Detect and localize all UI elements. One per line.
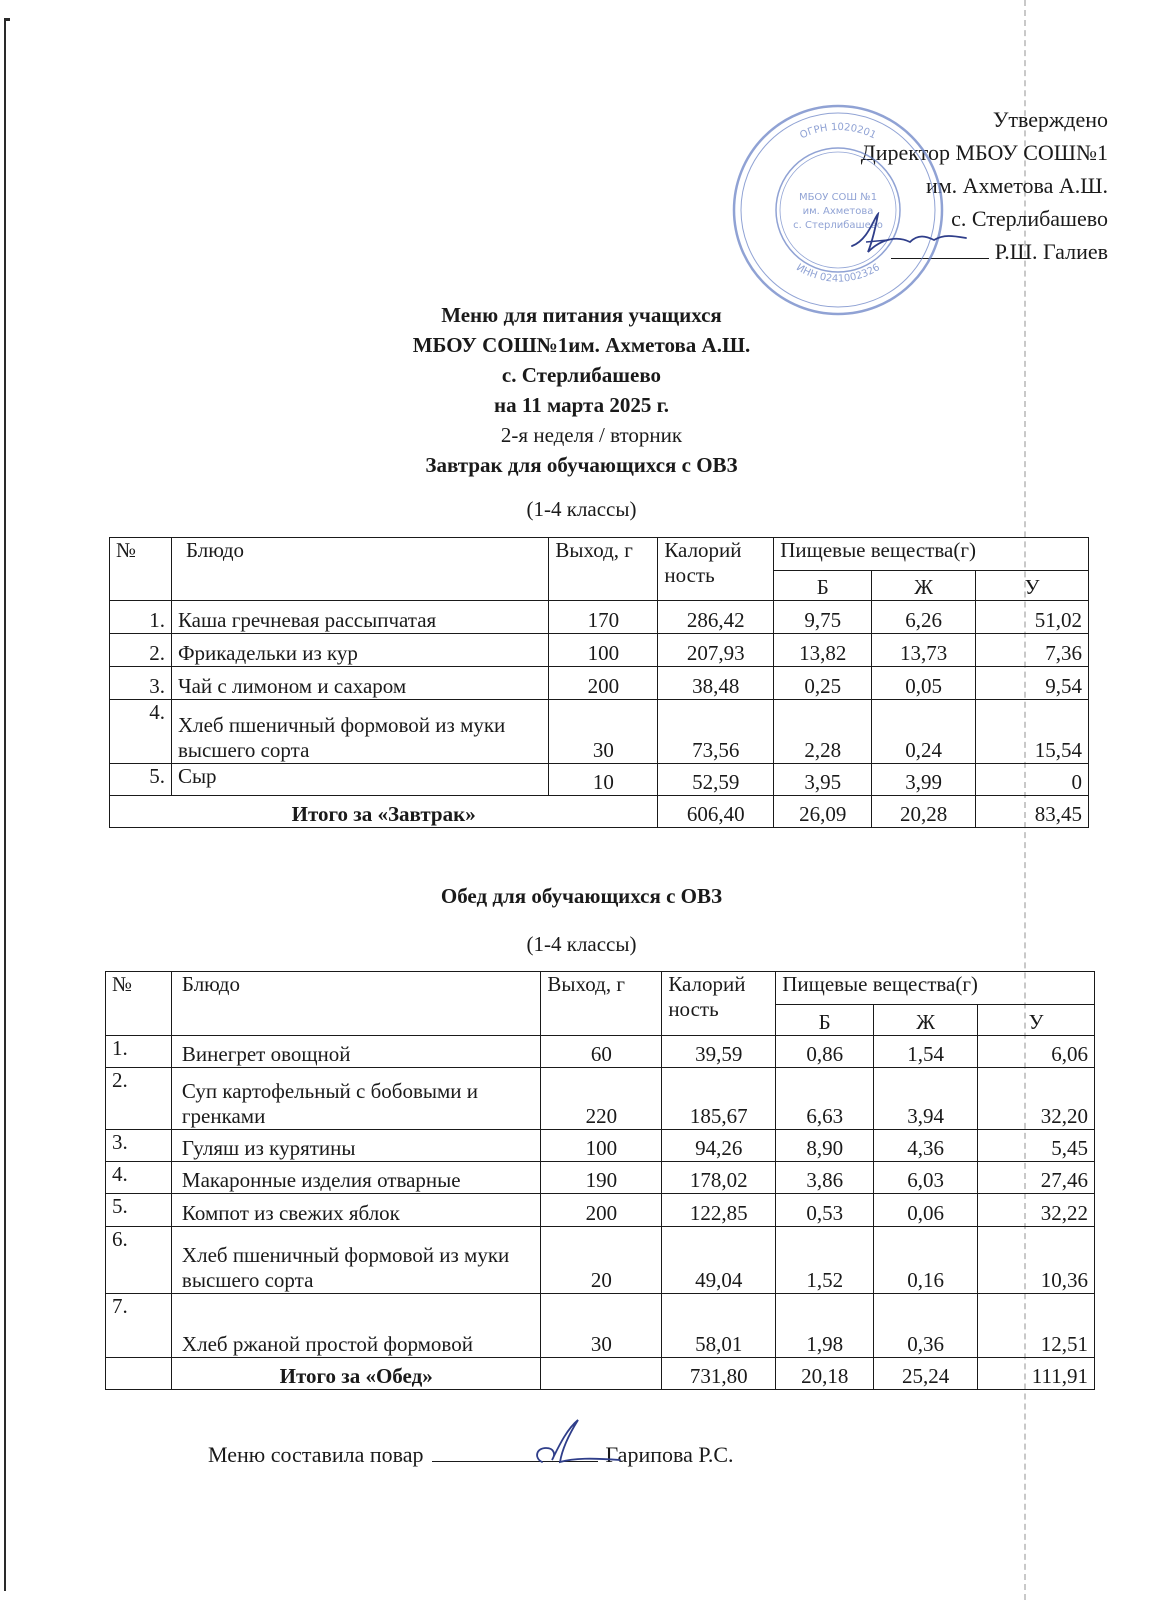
menu-heading <box>0 300 1163 480</box>
row-protein: 0,53 <box>776 1194 874 1227</box>
col-header-no: № <box>106 972 172 1036</box>
lunch-title: Обед для обучающихся с ОВЗ <box>440 884 723 908</box>
row-dish: Фрикадельки из кур <box>171 634 548 667</box>
approval-school-name: им. Ахметова А.Ш. <box>925 173 1108 198</box>
row-yield: 20 <box>541 1227 662 1294</box>
breakfast-table <box>109 537 1089 828</box>
total-carbs: 111,91 <box>978 1358 1095 1390</box>
row-carbs: 51,02 <box>976 601 1089 634</box>
svg-text:ИНН 0241002326 <box>794 262 882 285</box>
total-yield-empty <box>541 1358 662 1390</box>
row-fat: 6,03 <box>874 1162 978 1194</box>
row-fat: 0,06 <box>874 1194 978 1227</box>
table-header-row <box>106 972 1095 1005</box>
row-no: 4. <box>110 700 172 764</box>
row-kcal: 178,02 <box>662 1162 776 1194</box>
row-fat: 4,36 <box>874 1130 978 1162</box>
col-header-carbs: У <box>976 571 1089 601</box>
footer-prefix: Меню составила повар <box>208 1442 424 1467</box>
row-yield: 60 <box>541 1036 662 1068</box>
row-yield: 170 <box>549 601 658 634</box>
row-fat: 0,16 <box>874 1227 978 1294</box>
stamp-line-1: МБОУ СОШ №1 <box>798 192 878 203</box>
row-no: 3. <box>106 1130 172 1162</box>
row-no: 1. <box>110 601 172 634</box>
col-header-carbs: У <box>978 1005 1095 1036</box>
school-stamp <box>728 100 948 320</box>
table-total-row <box>110 796 1089 828</box>
menu-date: на 11 марта 2025 г. <box>494 393 669 417</box>
row-dish: Винегрет овощной <box>171 1036 541 1068</box>
approval-position: Директор МБОУ СОШ№1 <box>860 140 1108 165</box>
approval-signer: Р.Ш. Галиев <box>994 239 1108 264</box>
total-protein: 26,09 <box>774 796 872 828</box>
row-no: 7. <box>106 1294 172 1358</box>
row-protein: 1,98 <box>776 1294 874 1358</box>
row-fat: 3,99 <box>872 764 976 796</box>
stamp-ogrn: ОГРН 1020201 <box>798 121 878 142</box>
total-fat: 20,28 <box>872 796 976 828</box>
stamp-line-3: с. Стерлибашево <box>793 220 883 231</box>
total-spacer <box>106 1358 172 1390</box>
row-dish: Хлеб пшеничный формовой из муки высшего сорта <box>171 700 548 764</box>
row-dish: Сыр <box>171 764 548 796</box>
table-row <box>106 1130 1095 1162</box>
table-row <box>106 1294 1095 1358</box>
breakfast-title: Завтрак для обучающихся с ОВЗ <box>425 453 738 477</box>
row-fat: 1,54 <box>874 1036 978 1068</box>
col-header-dish: Блюдо <box>171 538 548 601</box>
col-header-yield: Выход, г <box>549 538 658 601</box>
row-no: 3. <box>110 667 172 700</box>
row-yield: 10 <box>549 764 658 796</box>
row-yield: 100 <box>549 634 658 667</box>
row-yield: 200 <box>549 667 658 700</box>
row-carbs: 32,22 <box>978 1194 1095 1227</box>
table-row <box>106 1068 1095 1130</box>
svg-text:ОГРН 1020201 <box>798 122 877 141</box>
row-kcal: 122,85 <box>662 1194 776 1227</box>
cook-name: Гарипова Р.С. <box>605 1442 734 1467</box>
menu-title: Меню для питания учащихся <box>441 303 722 327</box>
row-carbs: 6,06 <box>978 1036 1095 1068</box>
row-kcal: 49,04 <box>662 1227 776 1294</box>
row-carbs: 12,51 <box>978 1294 1095 1358</box>
row-dish: Гуляш из курятины <box>171 1130 541 1162</box>
table-row <box>110 634 1089 667</box>
village-name: с. Стерлибашево <box>501 363 662 387</box>
col-header-no: № <box>110 538 172 601</box>
row-fat: 3,94 <box>874 1068 978 1130</box>
row-protein: 3,95 <box>774 764 872 796</box>
row-yield: 30 <box>549 700 658 764</box>
table-row <box>110 700 1089 764</box>
row-fat: 0,05 <box>872 667 976 700</box>
table-header-row <box>110 538 1089 571</box>
row-no: 5. <box>106 1194 172 1227</box>
table-row <box>110 764 1089 796</box>
row-carbs: 32,20 <box>978 1068 1095 1130</box>
row-dish: Макаронные изделия отварные <box>171 1162 541 1194</box>
row-kcal: 207,93 <box>658 634 774 667</box>
table-row <box>106 1036 1095 1068</box>
table-row <box>106 1162 1095 1194</box>
row-carbs: 0 <box>976 764 1089 796</box>
row-no: 2. <box>106 1068 172 1130</box>
row-yield: 100 <box>541 1130 662 1162</box>
footer-signature <box>208 1442 734 1468</box>
table-row <box>106 1194 1095 1227</box>
stamp-line-2: им. Ахметова <box>802 206 874 217</box>
row-kcal: 39,59 <box>662 1036 776 1068</box>
row-carbs: 10,36 <box>978 1227 1095 1294</box>
row-carbs: 9,54 <box>976 667 1089 700</box>
total-protein: 20,18 <box>776 1358 874 1390</box>
col-header-protein: Б <box>776 1005 874 1036</box>
row-protein: 1,52 <box>776 1227 874 1294</box>
row-dish: Хлеб пшеничный формовой из муки высшего сорта <box>171 1227 541 1294</box>
row-protein: 0,86 <box>776 1036 874 1068</box>
table-row <box>110 667 1089 700</box>
director-signature <box>848 212 968 258</box>
row-dish: Суп картофельный с бобовыми и гренками <box>171 1068 541 1130</box>
col-header-calories: Калорий ность <box>662 972 776 1036</box>
row-kcal: 52,59 <box>658 764 774 796</box>
row-kcal: 286,42 <box>658 601 774 634</box>
scan-border <box>4 18 10 1591</box>
row-kcal: 185,67 <box>662 1068 776 1130</box>
table-total-row <box>106 1358 1095 1390</box>
table-row <box>106 1227 1095 1294</box>
row-protein: 13,82 <box>774 634 872 667</box>
row-yield: 200 <box>541 1194 662 1227</box>
row-carbs: 15,54 <box>976 700 1089 764</box>
row-protein: 3,86 <box>776 1162 874 1194</box>
total-label: Итого за «Завтрак» <box>110 796 658 828</box>
row-kcal: 38,48 <box>658 667 774 700</box>
row-kcal: 73,56 <box>658 700 774 764</box>
row-fat: 6,26 <box>872 601 976 634</box>
row-dish: Хлеб ржаной простой формовой <box>171 1294 541 1358</box>
total-fat: 25,24 <box>874 1358 978 1390</box>
row-protein: 0,25 <box>774 667 872 700</box>
col-header-protein: Б <box>774 571 872 601</box>
row-protein: 8,90 <box>776 1130 874 1162</box>
row-dish: Компот из свежих яблок <box>171 1194 541 1227</box>
row-kcal: 58,01 <box>662 1294 776 1358</box>
total-label: Итого за «Обед» <box>171 1358 541 1390</box>
total-kcal: 606,40 <box>658 796 774 828</box>
total-kcal: 731,80 <box>662 1358 776 1390</box>
col-header-nutrients: Пищевые вещества(г) <box>774 538 1089 571</box>
approval-title: Утверждено <box>992 107 1108 132</box>
row-carbs: 27,46 <box>978 1162 1095 1194</box>
row-no: 4. <box>106 1162 172 1194</box>
row-dish: Чай с лимоном и сахаром <box>171 667 548 700</box>
row-protein: 6,63 <box>776 1068 874 1130</box>
approval-village: с. Стерлибашево <box>951 206 1108 231</box>
col-header-fat: Ж <box>874 1005 978 1036</box>
lunch-subtitle: (1-4 классы) <box>526 932 637 956</box>
row-fat: 0,36 <box>874 1294 978 1358</box>
col-header-dish: Блюдо <box>171 972 541 1036</box>
col-header-calories: Калорий ность <box>658 538 774 601</box>
col-header-nutrients: Пищевые вещества(г) <box>776 972 1095 1005</box>
menu-week-day: 2-я неделя / вторник <box>500 423 683 447</box>
breakfast-subtitle: (1-4 классы) <box>526 497 637 521</box>
row-no: 1. <box>106 1036 172 1068</box>
cook-signature <box>512 1418 622 1468</box>
col-header-fat: Ж <box>872 571 976 601</box>
row-yield: 190 <box>541 1162 662 1194</box>
row-yield: 30 <box>541 1294 662 1358</box>
row-carbs: 5,45 <box>978 1130 1095 1162</box>
total-carbs: 83,45 <box>976 796 1089 828</box>
table-row <box>110 601 1089 634</box>
row-no: 6. <box>106 1227 172 1294</box>
school-name: МБОУ СОШ№1им. Ахметова А.Ш. <box>412 333 751 357</box>
row-yield: 220 <box>541 1068 662 1130</box>
row-fat: 0,24 <box>872 700 976 764</box>
col-header-yield: Выход, г <box>541 972 662 1036</box>
row-no: 5. <box>110 764 172 796</box>
row-protein: 9,75 <box>774 601 872 634</box>
row-no: 2. <box>110 634 172 667</box>
row-fat: 13,73 <box>872 634 976 667</box>
row-protein: 2,28 <box>774 700 872 764</box>
stamp-inn: ИНН 0241002326 <box>794 262 882 285</box>
row-kcal: 94,26 <box>662 1130 776 1162</box>
row-carbs: 7,36 <box>976 634 1089 667</box>
lunch-table <box>105 971 1095 1390</box>
row-dish: Каша гречневая рассыпчатая <box>171 601 548 634</box>
